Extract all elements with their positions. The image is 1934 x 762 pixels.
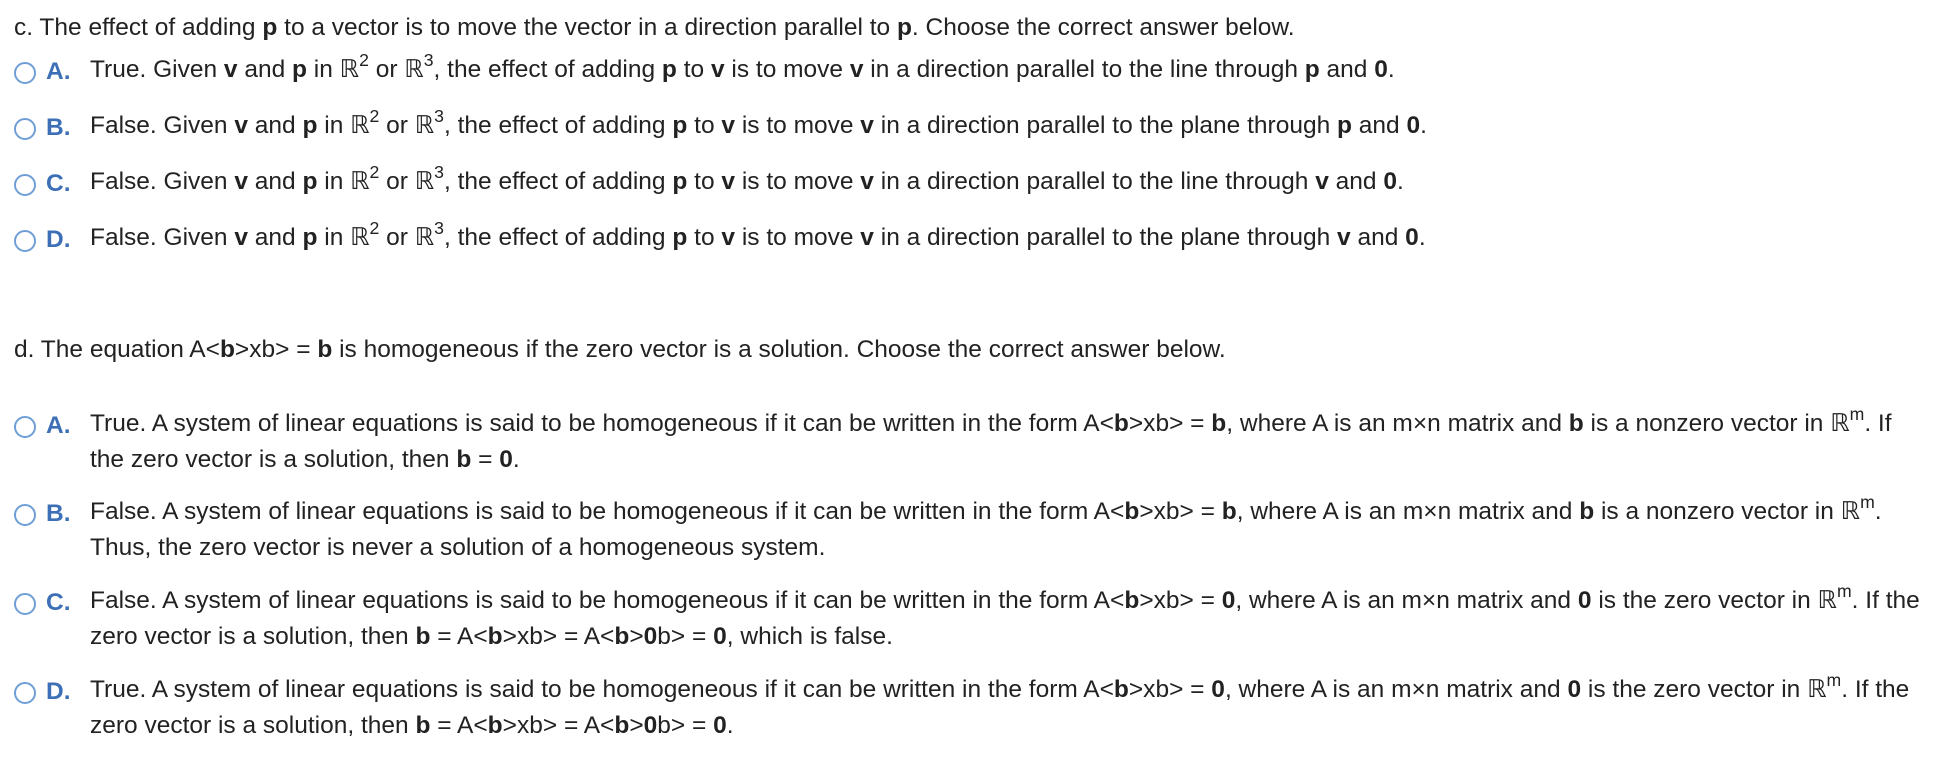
option-text: True. Given v and p in ℝ$^2$ or ℝ$^3$, the effect of adding p to v is to move v in a direction parallel to the line through p and 0. (90, 49, 1395, 83)
question-c-option-c[interactable] (14, 161, 1404, 200)
radio-button[interactable] (14, 593, 36, 615)
option-letter: B. (46, 114, 71, 141)
option-text: True. A system of linear equations is said to be homogeneous if it can be written in the form A<b>xb> = 0, where A is an m×n matrix and 0 is the zero vector in ℝ$^m$. If the zero vector is a solution, then b = A<b>xb> = A<b>0b> = 0. (90, 669, 1910, 739)
radio-button[interactable] (14, 504, 36, 526)
radio-button[interactable] (14, 174, 36, 196)
option-text: False. Given v and p in ℝ$^2$ or ℝ$^3$, the effect of adding p to v is to move v in a direction parallel to the plane through v and 0. (90, 217, 1426, 251)
question-c-option-b[interactable] (14, 105, 1427, 144)
radio-button[interactable] (14, 118, 36, 140)
question-d-option-b[interactable] (14, 491, 1930, 566)
option-letter: B. (46, 500, 71, 527)
option-letter: D. (46, 226, 71, 253)
radio-button[interactable] (14, 416, 36, 438)
option-letter: C. (46, 589, 71, 616)
question-c-option-d[interactable] (14, 217, 1426, 256)
option-text: False. A system of linear equations is said to be homogeneous if it can be written in the form A<b>xb> = b, where A is an m×n matrix and b is a nonzero vector in ℝ$^m$. Thus, the zero vector is never a solution of a homogeneous system. (90, 491, 1882, 561)
question-d-option-a[interactable] (14, 403, 1930, 478)
option-letter: A. (46, 412, 71, 439)
option-letter: C. (46, 170, 71, 197)
radio-button[interactable] (14, 230, 36, 252)
question-d-prompt: d. The equation A<b>xb> = b is homogeneous if the zero vector is a solution. Choose the correct answer below. (14, 336, 1226, 363)
option-letter: A. (46, 58, 71, 85)
option-letter: D. (46, 678, 71, 705)
radio-button[interactable] (14, 682, 36, 704)
question-d-option-c[interactable] (14, 580, 1930, 655)
question-c-prompt: c. The effect of adding p to a vector is to move the vector in a direction parallel to p. Choose the correct answer below. (14, 14, 1295, 41)
question-c-option-a[interactable] (14, 49, 1395, 88)
option-text: False. Given v and p in ℝ$^2$ or ℝ$^3$, the effect of adding p to v is to move v in a direction parallel to the line through v and 0. (90, 161, 1404, 195)
question-d-option-d[interactable] (14, 669, 1930, 744)
option-text: True. A system of linear equations is said to be homogeneous if it can be written in the form A<b>xb> = b, where A is an m×n matrix and b is a nonzero vector in ℝ$^m$. If the zero vector is a solution, then b = 0. (90, 403, 1892, 473)
radio-button[interactable] (14, 62, 36, 84)
option-text: False. Given v and p in ℝ$^2$ or ℝ$^3$, the effect of adding p to v is to move v in a direction parallel to the plane through p and 0. (90, 105, 1427, 139)
option-text: False. A system of linear equations is said to be homogeneous if it can be written in the form A<b>xb> = 0, where A is an m×n matrix and 0 is the zero vector in ℝ$^m$. If the zero vector is a solution, then b = A<b>xb> = A<b>0b> = 0, which is false. (90, 580, 1920, 650)
